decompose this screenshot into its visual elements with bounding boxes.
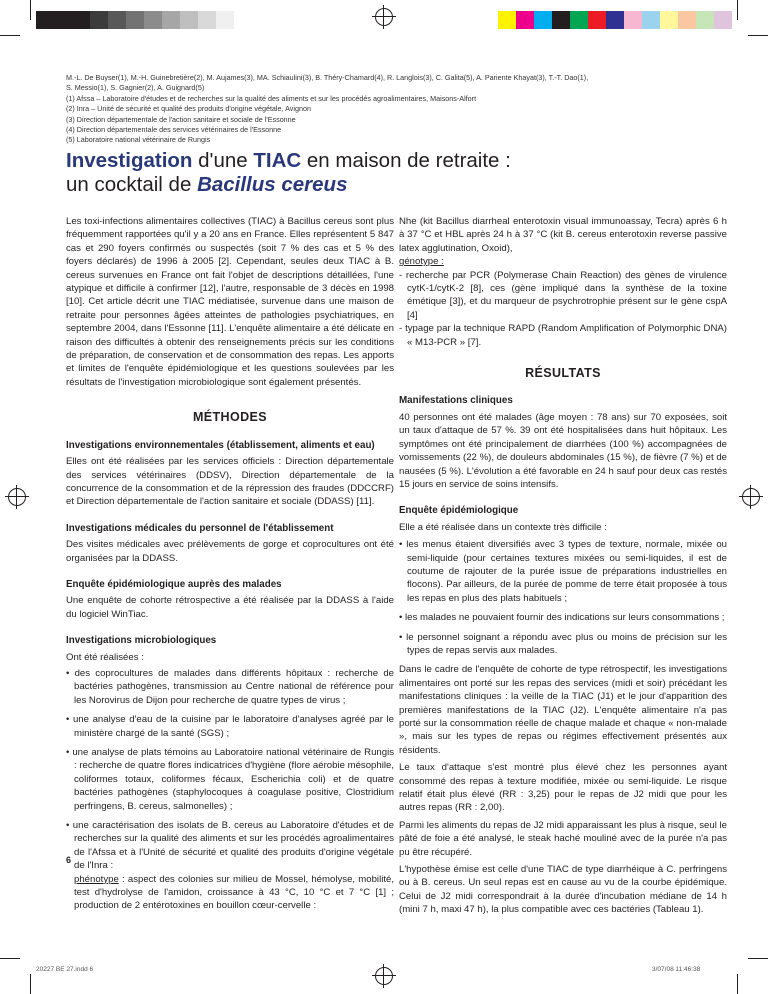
registration-mark-right (742, 488, 760, 506)
print-swatch (516, 11, 534, 29)
list-item: - recherche par PCR (Polymerase Chain Reaction) des gènes de virulence cytK-1/cytK-2 [8], ces (gène impliqué dans la synthèse de la toxine émétique [3]), et du marqueur de psychrotrophie présent sur le gène cspA [4] (399, 269, 727, 321)
print-swatch (570, 11, 588, 29)
affiliation: (1) Afssa – Laboratoire d'études et de recherches sur la qualité des aliments et sur les procédés agroalimentaires, Maisons-Alfort (66, 93, 477, 103)
print-swatch (642, 11, 660, 29)
print-swatch (90, 11, 108, 29)
print-swatch (108, 11, 126, 29)
print-swatch (678, 11, 696, 29)
print-swatch (606, 11, 624, 29)
print-swatch (216, 11, 234, 29)
intro-paragraph: Les toxi-infections alimentaires collectives (TIAC) à Bacillus cereus sont plus fréquemment rapportées qu'il y a 20 ans en France. Elles représentent 5 847 cas et 290 foyers confirmés ou suspectés (soit 7 % des cas et 5 % des foyers déclarés) de 1996 à 2005 [2]. Cependant, seules deux TIAC à B. cereus survenues en France ont fait l'objet de descriptions détaillées, l'une atypique et difficile à confirmer [12], l'autre, responsable de 3 décès en 1998 [10]. Cet article décrit une TIAC médiatisée, survenue dans une maison de retraite pour personnes âgées atteintes de pathologies psychiatriques, en septembre 2004, dans l'Essonne [11]. L'enquête alimentaire a été délicate en raison des difficultés à obtenir des renseignements précis sur les conditions de préparation, de conservation et de consommation des repas. Les apports et limites de l'enquête épidémiologique et les questions soulevées par les résultats de l'investigation microbiologique sont également présentés. (66, 216, 394, 388)
print-swatch (198, 11, 216, 29)
print-swatch (72, 11, 90, 29)
subheading: Investigations médicales du personnel de l'établissement (66, 522, 334, 534)
grayscale-bar (36, 11, 234, 29)
crop-mark (30, 974, 31, 994)
article-title: Investigation d'une TIAC en maison de retraite : un cocktail de Bacillus cereus (66, 149, 511, 196)
slug-file: 20227 BE 27.indd 6 (36, 966, 94, 973)
crop-mark (737, 974, 738, 994)
subheading: Investigations environnementales (établissement, aliments et eau) (66, 439, 375, 451)
color-bar (498, 11, 732, 29)
print-swatch (54, 11, 72, 29)
print-swatch (126, 11, 144, 29)
paragraph: Ont été réalisées : (66, 651, 144, 663)
print-swatch (714, 11, 732, 29)
print-swatch (162, 11, 180, 29)
crop-mark (0, 958, 20, 959)
affiliation: (4) Direction départementale des services vétérinaires de l'Essonne (66, 125, 282, 135)
authors-line: S. Messio(1), S. Gagnier(2), A. Guignard(5) (66, 83, 205, 93)
list-item: • une analyse d'eau de la cuisine par le laboratoire d'analyses agréé par le ministère chargé de la santé (SGS) ; (66, 714, 394, 739)
paragraph: Le taux d'attaque s'est montré plus élevé chez les personnes ayant consommé des repas à texture modifiée, mixée ou semi-liquide. Le risque relatif était plus élevé (RR : 3,25) pour le repas de J2 midi que pour les autres repas (RR : 2,00). (399, 762, 727, 814)
paragraph: Elle a été réalisée dans un contexte très difficile : (399, 521, 607, 533)
list-item: - typage par la technique RAPD (Random Amplification of Polymorphic DNA) « M13-PCR » [7]. (399, 323, 727, 348)
author-block (66, 73, 706, 146)
print-swatch (36, 11, 54, 29)
registration-mark-left (8, 488, 26, 506)
subheading: Enquête épidémiologique auprès des malades (66, 578, 282, 590)
affiliation: (2) Inra – Unité de sécurité et qualité des produits d'origine végétale, Avignon (66, 104, 311, 114)
registration-mark-bottom (375, 967, 393, 985)
subheading: Investigations microbiologiques (66, 635, 217, 647)
slug-date: 3/07/08 11:46:38 (652, 966, 701, 973)
page-number: 6 (66, 855, 72, 865)
subheading: Enquête épidémiologique (399, 505, 519, 517)
print-swatch (624, 11, 642, 29)
print-swatch (696, 11, 714, 29)
print-swatch (588, 11, 606, 29)
paragraph: L'hypothèse émise est celle d'une TIAC de type diarrhéique à C. perfringens ou à B. cereus. Un seul repas est en cause au vu de la courbe épidémique. Celui de J2 midi correspondrait à la durée d'incubation médiane de 14 h (mini 7 h, maxi 47 h), la plus compatible avec ces bactéries (Tableau 1). (399, 864, 727, 916)
crop-mark (737, 0, 738, 20)
print-swatch (660, 11, 678, 29)
registration-mark-top (375, 8, 393, 26)
paragraph: Dans le cadre de l'enquête de cohorte de type rétrospectif, les investigations alimentaires ont porté sur les repas des services (midi et soir) précédant les manifestations cliniques : la veille de la TIAC (J1) et le jour d'apparition des premières manifestations de la TIAC (J2). L'enquête alimentaire n'a pas porté sur la consommation réelle de chaque malade et chaque « non-malade », mais sur les types de repas ou régimes effectivement présentés aux résidents. (399, 664, 727, 756)
print-swatch (498, 11, 516, 29)
affiliation: (3) Direction départementale de l'action sanitaire et sociale de l'Essonne (66, 114, 296, 124)
authors-line: M.-L. De Buyser(1), M.-H. Guinebretière(2), M. Aujames(3), MA. Schiaulini(3), B. Théry-Chamard(4), R. Langlois(3), C. Galita(5), A. Pariente Khayat(3), T.-T. Dao(1), (66, 73, 589, 82)
print-swatch (180, 11, 198, 29)
affiliation: (5) Laboratoire national vétérinaire de Rungis (66, 135, 211, 145)
list-item: • les malades ne pouvaient fournir des indications sur leurs consommations ; (399, 612, 725, 624)
print-swatch (552, 11, 570, 29)
section-heading-resultats: RÉSULTATS (525, 366, 601, 381)
list-item: • des coprocultures de malades dans différents hôpitaux : recherche de bactéries pathogènes, transmission au Centre national de référence pour les Norovirus de Dijon pour recherche de quatre types de virus ; (66, 667, 394, 706)
crop-mark (748, 958, 768, 959)
crop-mark (748, 35, 768, 36)
left-column (66, 215, 394, 913)
list-item: • les menus étaient diversifiés avec 3 types de texture, normale, mixée ou semi-liquide (pour certaines textures mixées ou semi-liquides, il est de coutume de rajouter de la purée issue de préparations industrielles en flocons). Par ailleurs, de la purée de pomme de terre était proposée à tous les repas en plus des plats habituels ; (399, 539, 727, 604)
paragraph: Parmi les aliments du repas de J2 midi apparaissant les plus à risque, seul le pâté de foie a été analysé, le steak haché mouliné avec de la purée n'a pas pu être récupéré. (399, 819, 727, 858)
paragraph: Une enquête de cohorte rétrospective a été réalisée par la DDASS à l'aide du logiciel WinTiac. (66, 595, 394, 620)
list-item: • une caractérisation des isolats de B. cereus au Laboratoire d'études et de recherches sur la qualité des aliments et sur les procédés agroalimentaires de l'Afssa et à l'Unité de sécurité et qualité des produits d'origine végétale de l'Inra : (66, 820, 394, 872)
print-swatch (534, 11, 552, 29)
list-item: • le personnel soignant a répondu avec plus ou moins de précision sur les types de repas servis aux malades. (399, 631, 727, 656)
paragraph: 40 personnes ont été malades (âge moyen : 78 ans) sur 70 exposées, soit un taux d'attaque de 57 %. 39 ont été hospitalisées dans huit hôpitaux. Les symptômes ont été principalement de diarrhées (100 %) accompagnées de vomissements (22 %), de douleurs abdominales (15 %), de fièvre (7 %) et de nausées (5 %). L'évolution a été favorable en 24 h sauf pour deux cas restés 15 jours en service de soins intensifs. (399, 411, 727, 490)
crop-mark (0, 35, 20, 36)
genotype-label: génotype : (399, 256, 444, 268)
paragraph: Elles ont été réalisées par les services officiels : Direction départementale des services vétérinaires (DDSV), Direction départementale de la concurrence de la consommation et de la répression des fraudes (DDCCRF) et Direction départementale de l'action sanitaire et sociale (DDASS) [11]. (66, 456, 394, 508)
print-swatch (144, 11, 162, 29)
list-item-continued: phénotype : aspect des colonies sur milieu de Mossel, hémolyse, mobilité, test d'hydrolyse de l'amidon, croissance à 43 °C, 10 °C et 7 °C [1] ; production de 2 entérotoxines en bouillon cœur-cervelle : (74, 873, 394, 912)
right-column (399, 215, 727, 930)
section-heading-methodes: MÉTHODES (192, 410, 268, 425)
paragraph: Des visites médicales avec prélèvements de gorge et coprocultures ont été organisées par la DDASS. (66, 539, 394, 564)
subheading: Manifestations cliniques (399, 395, 513, 407)
list-item: • une analyse de plats témoins au Laboratoire national vétérinaire de Rungis : recherche de quatre flores indicatrices d'hygiène (flore aérobie mésophile, coliformes totaux, coliformes fécaux, Escherichia coli) et de quatre bactéries pathogènes (staphylocoques à coagulase positive, Clostridium perfringens, B. cereus, salmonelles) ; (66, 747, 394, 812)
crop-mark (30, 0, 31, 20)
paragraph: Nhe (kit Bacillus diarrheal enterotoxin visual immunoassay, Tecra) après 6 h à 37 °C et HBL après 24 h à 37 °C (kit B. cereus enterotoxin reverse passive latex agglutination, Oxoid), (399, 216, 727, 254)
